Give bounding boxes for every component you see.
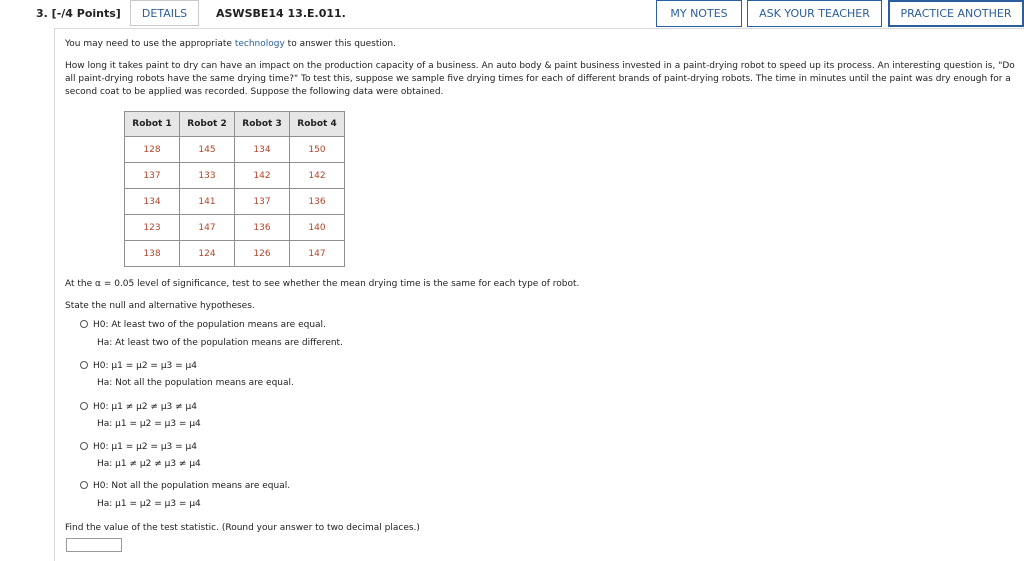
table-header-cell: Robot 1 bbox=[125, 112, 180, 137]
table-cell: 145 bbox=[180, 137, 235, 163]
data-table bbox=[124, 111, 345, 267]
table-cell: 128 bbox=[125, 137, 180, 163]
hypothesis-option-3-radio[interactable] bbox=[80, 402, 88, 410]
question-code: ASWSBE14 13.E.011. bbox=[216, 7, 346, 20]
table-row bbox=[125, 215, 345, 241]
details-button[interactable]: DETAILS bbox=[130, 0, 199, 26]
table-header-cell: Robot 3 bbox=[235, 112, 290, 137]
table-cell: 133 bbox=[180, 163, 235, 189]
table-cell: 136 bbox=[290, 189, 345, 215]
table-header-cell: Robot 2 bbox=[180, 112, 235, 137]
question-left-border bbox=[54, 28, 55, 561]
hypothesis-option-1-ha: Ha: At least two of the population means are different. bbox=[97, 338, 343, 348]
my-notes-button[interactable]: MY NOTES bbox=[656, 0, 742, 27]
hypothesis-option-3-ha: Ha: μ1 = μ2 = μ3 = μ4 bbox=[97, 419, 201, 429]
table-cell: 136 bbox=[235, 215, 290, 241]
table-cell: 138 bbox=[125, 241, 180, 267]
hypothesis-option-5-ha: Ha: μ1 = μ2 = μ3 = μ4 bbox=[97, 499, 201, 509]
table-cell: 134 bbox=[235, 137, 290, 163]
hypothesis-option-2-radio[interactable] bbox=[80, 361, 88, 369]
table-cell: 140 bbox=[290, 215, 345, 241]
table-cell: 142 bbox=[235, 163, 290, 189]
hypothesis-option-4-radio[interactable] bbox=[80, 442, 88, 450]
table-cell: 137 bbox=[125, 163, 180, 189]
table-cell: 147 bbox=[290, 241, 345, 267]
table-cell: 147 bbox=[180, 215, 235, 241]
state-hypotheses-prompt: State the null and alternative hypotheses. bbox=[65, 301, 255, 311]
intro-text: You may need to use the appropriate technology to answer this question. bbox=[65, 39, 396, 49]
header-divider bbox=[54, 28, 1024, 29]
table-row bbox=[125, 163, 345, 189]
hypothesis-option-3-h0: H0: μ1 ≠ μ2 ≠ μ3 ≠ μ4 bbox=[93, 402, 197, 412]
table-cell: 124 bbox=[180, 241, 235, 267]
table-row bbox=[125, 137, 345, 163]
hypothesis-option-1-radio[interactable] bbox=[80, 320, 88, 328]
table-cell: 137 bbox=[235, 189, 290, 215]
hypothesis-option-5-h0: H0: Not all the population means are equal. bbox=[93, 481, 291, 491]
table-cell: 142 bbox=[290, 163, 345, 189]
practice-another-button[interactable]: PRACTICE ANOTHER bbox=[888, 0, 1024, 27]
test-statistic-input[interactable] bbox=[66, 538, 122, 552]
hypothesis-option-2-h0: H0: μ1 = μ2 = μ3 = μ4 bbox=[93, 361, 197, 371]
table-cell: 123 bbox=[125, 215, 180, 241]
table-header-cell: Robot 4 bbox=[290, 112, 345, 137]
table-cell: 141 bbox=[180, 189, 235, 215]
question-header bbox=[0, 0, 1024, 27]
ask-teacher-button[interactable]: ASK YOUR TEACHER bbox=[747, 0, 882, 27]
technology-link[interactable]: technology bbox=[234, 39, 285, 49]
table-cell: 126 bbox=[235, 241, 290, 267]
question-number: 3. [-/4 Points] bbox=[36, 7, 121, 20]
hypothesis-option-2-ha: Ha: Not all the population means are equal. bbox=[97, 378, 294, 388]
significance-text: At the α = 0.05 level of significance, test to see whether the mean drying time is the same for each type of robot. bbox=[65, 279, 580, 289]
hypothesis-option-4-h0: H0: μ1 = μ2 = μ3 = μ4 bbox=[93, 442, 197, 452]
table-cell: 150 bbox=[290, 137, 345, 163]
test-statistic-prompt: Find the value of the test statistic. (Round your answer to two decimal places.) bbox=[65, 523, 420, 533]
hypothesis-option-1-h0: H0: At least two of the population means are equal. bbox=[93, 320, 326, 330]
hypothesis-option-4-ha: Ha: μ1 ≠ μ2 ≠ μ3 ≠ μ4 bbox=[97, 459, 201, 469]
table-row bbox=[125, 189, 345, 215]
table-row bbox=[125, 241, 345, 267]
question-body bbox=[65, 38, 1015, 99]
table-header-row bbox=[125, 112, 345, 137]
table-cell: 134 bbox=[125, 189, 180, 215]
problem-text: How long it takes paint to dry can have an impact on the production capacity of a business. An auto body & paint business invested in a paint-drying robot to speed up its process. An interesting question is, "Do all paint-drying robots have the same drying time?" To test this, suppose we sample five drying times for each of different brands of paint-drying robots. The time in minutes until the paint was dry enough for a second coat to be applied was recorded. Suppose the following data were obtained. bbox=[65, 61, 1015, 97]
hypothesis-option-5-radio[interactable] bbox=[80, 481, 88, 489]
